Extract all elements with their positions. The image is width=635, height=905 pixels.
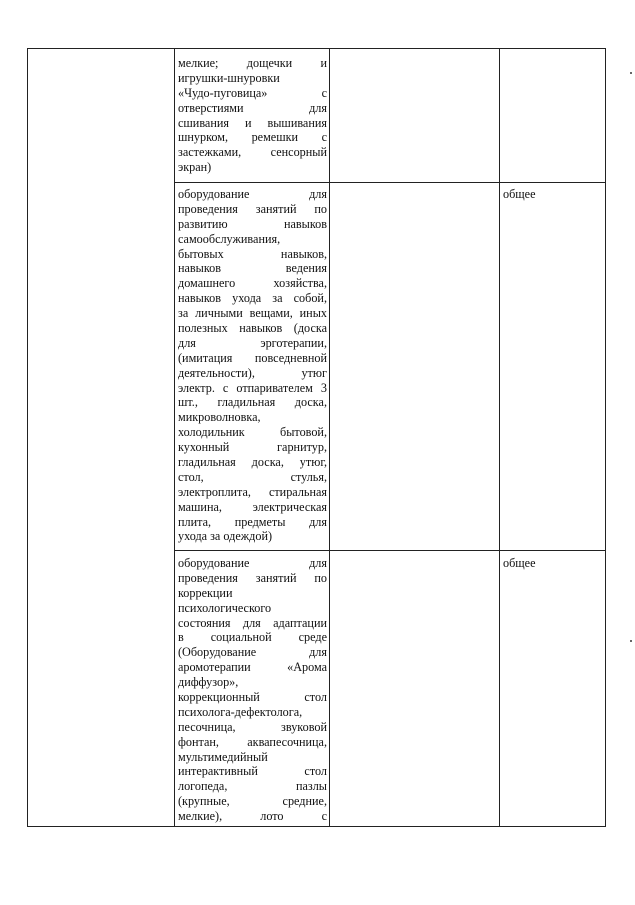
scan-speck (630, 72, 632, 74)
row-3-line-11: психолога-дефектолога, (178, 704, 303, 719)
row-2-line-10: полезных навыков (доска (178, 321, 327, 336)
row-2-line-11: для эрготерапии, (178, 335, 327, 350)
row-1-line-1: мелкие; дощечки и (178, 56, 327, 70)
row-2-line-15: шт., гладильная доска, (178, 395, 327, 410)
row-1-line-3: «Чудо-пуговица» с (178, 85, 327, 100)
row-2-line-17: холодильник бытовой, (178, 425, 327, 440)
row-2-line-22: машина, электрическая (178, 499, 327, 514)
row-3-line-15: интерактивный стол (178, 764, 327, 779)
row-1-line-5: сшивания и вышивания (178, 115, 327, 130)
row-2-line-23: плита, предметы для (178, 514, 327, 529)
row-1-line-2: игрушки-шнуровки (178, 70, 280, 85)
row-2-line-14: электр. с отпаривателем 3 (178, 380, 327, 395)
row-2-line-5: бытовых навыков, (178, 246, 327, 261)
row-3-line-10: коррекционный стол (178, 690, 327, 705)
row-3-line-3: коррекции (178, 585, 233, 600)
row-3-line-18: мелкие), лото с (178, 809, 327, 824)
column-divider-3 (499, 49, 500, 826)
row-3-line-2: проведения занятий по (178, 570, 327, 585)
document-table (27, 48, 606, 827)
row-3-line-13: фонтан, аквапесочница, (178, 734, 327, 749)
row-3-type (503, 556, 598, 571)
row-divider-2 (174, 550, 605, 551)
row-2-line-18: кухонный гарнитур, (178, 440, 327, 455)
row-2-line-1: оборудование для (178, 187, 327, 201)
row-1-line-4: отверстиями для (178, 100, 327, 115)
row-2-line-12: (имитация повседневной (178, 350, 327, 365)
row-2-line-3: развитию навыков (178, 216, 327, 231)
column-divider-1 (174, 49, 175, 826)
row-3-line-9: диффузор», (178, 675, 239, 690)
row-2-description (178, 187, 327, 544)
row-2-type-label: общее (503, 187, 536, 201)
row-2-type (503, 187, 598, 202)
row-2-line-21: электроплита, стиральная (178, 484, 327, 499)
row-3-line-16: логопеда, пазлы (178, 779, 327, 794)
row-2-line-20: стол, стулья, (178, 469, 327, 484)
row-3-line-7: (Оборудование для (178, 645, 327, 660)
row-2-line-16: микроволновка, (178, 410, 261, 425)
row-2-line-9: за личными вещами, иных (178, 306, 327, 321)
row-1-line-7: застежками, сенсорный (178, 145, 327, 160)
row-3-line-4: психологического (178, 600, 272, 615)
row-2-line-24: ухода за одеждой) (178, 529, 273, 544)
row-2-line-8: навыков ухода за собой, (178, 291, 327, 306)
row-divider-1 (174, 182, 605, 183)
row-3-type-label: общее (503, 556, 536, 570)
row-3-line-8: аромотерапии «Арома (178, 660, 327, 675)
row-1-line-6: шнурком, ремешки с (178, 130, 327, 145)
row-3-line-17: (крупные, средние, (178, 794, 327, 809)
row-2-line-2: проведения занятий по (178, 201, 327, 216)
row-2-line-6: навыков ведения (178, 261, 327, 276)
row-1-line-8: экран) (178, 160, 212, 175)
row-2-line-19: гладильная доска, утюг, (178, 455, 327, 470)
row-3-description (178, 556, 327, 824)
column-divider-2 (329, 49, 330, 826)
row-3-line-6: в социальной среде (178, 630, 327, 645)
row-2-line-4: самообслуживания, (178, 231, 281, 246)
row-2-line-7: домашнего хозяйства, (178, 276, 327, 291)
row-3-line-5: состояния для адаптации (178, 615, 327, 630)
row-2-line-13: деятельности), утюг (178, 365, 327, 380)
row-3-line-1: оборудование для (178, 556, 327, 570)
row-3-line-12: песочница, звуковой (178, 719, 327, 734)
row-1-description (178, 56, 327, 175)
scan-speck (630, 640, 632, 642)
row-3-line-14: мультимедийный (178, 749, 268, 764)
